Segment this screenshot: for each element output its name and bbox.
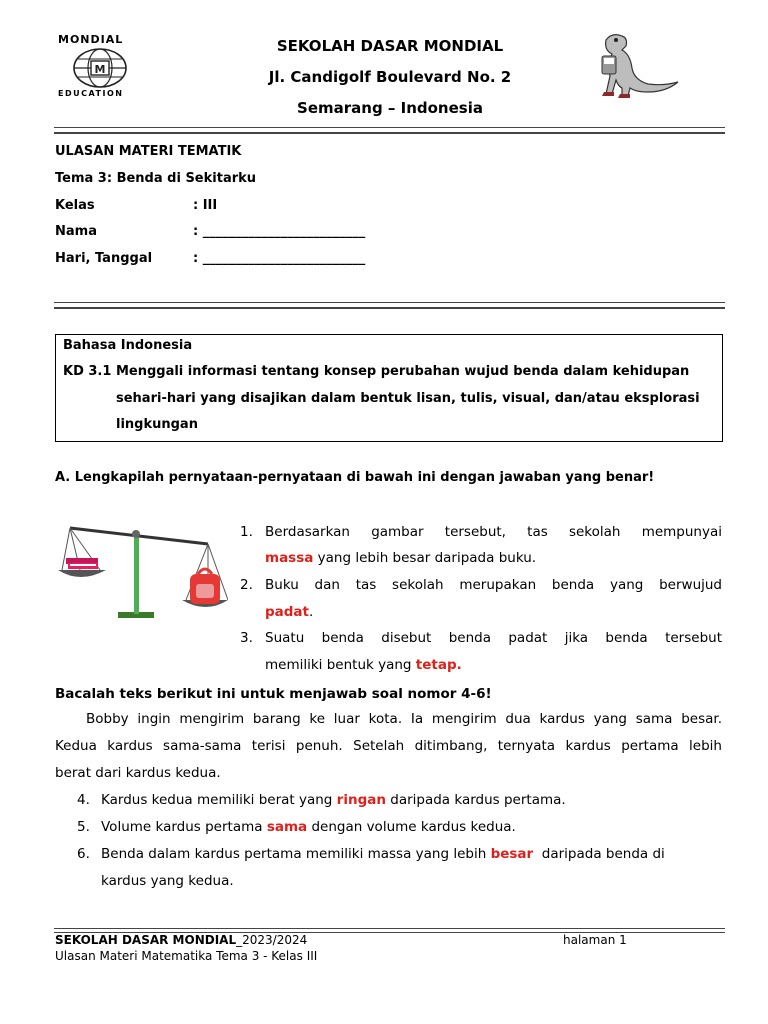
q2-line-1: Buku dan tas sekolah merupakan benda yang berwujud — [265, 577, 722, 593]
q1-line-1: Berdasarkan gambar tersebut, tas sekolah mempunyai — [265, 524, 722, 540]
q6-text: Benda dalam kardus pertama memiliki massa yang lebih besar daripada benda di — [101, 846, 665, 862]
q1-answer: massa — [265, 550, 314, 566]
q2-line-2: padat. — [265, 604, 314, 620]
field-nama[interactable]: : _________________________ — [193, 224, 366, 239]
logo-mark: M — [94, 63, 106, 76]
q3-line-1: Suatu benda disebut benda padat jika benda tersebut — [265, 630, 722, 646]
q5-number: 5. — [77, 819, 90, 835]
footer-subtitle: Ulasan Materi Matematika Tema 3 - Kelas III — [55, 949, 318, 963]
q4-answer: ringan — [336, 792, 386, 808]
worksheet-theme: Tema 3: Benda di Sekitarku — [55, 171, 257, 186]
label-nama: Nama — [55, 224, 97, 239]
kd-line-1: KD 3.1 Menggali informasi tentang konsep perubahan wujud benda dalam kehidupan — [63, 364, 690, 379]
q1-line-2: massa yang lebih besar daripada buku. — [265, 550, 537, 566]
reading-line-1: Bobby ingin mengirim barang ke luar kota. Ia mengirim dua kardus yang sama besar. — [86, 711, 722, 727]
label-kelas: Kelas — [55, 198, 95, 213]
label-hari-tanggal: Hari, Tanggal — [55, 251, 153, 266]
globe-logo-icon — [70, 47, 130, 89]
footer-page-number: halaman 1 — [563, 933, 627, 947]
q2-number: 2. — [240, 577, 253, 593]
kd-line-2: sehari-hari yang disajikan dalam bentuk lisan, tulis, visual, dan/atau eksplorasi — [116, 391, 700, 406]
reading-line-3: berat dari kardus kedua. — [55, 765, 221, 781]
section-a-heading: A. Lengkapilah pernyataan-pernyataan di bawah ini dengan jawaban yang benar! — [55, 470, 655, 485]
school-city: Semarang – Indonesia — [297, 99, 483, 117]
info-divider — [54, 302, 725, 309]
school-address: Jl. Candigolf Boulevard No. 2 — [268, 68, 512, 86]
q3-line-2: memiliki bentuk yang tetap. — [265, 657, 462, 673]
q2-answer: padat — [265, 604, 310, 620]
value-kelas: : III — [193, 198, 218, 213]
balance-scale-icon — [58, 518, 228, 620]
kd-box — [55, 334, 723, 442]
q5-text: Volume kardus pertama sama dengan volume kardus kedua. — [101, 819, 516, 835]
q3-answer: tetap. — [415, 657, 462, 673]
kd-line-3: lingkungan — [116, 417, 198, 432]
field-hari-tanggal[interactable]: : _________________________ — [193, 251, 366, 266]
q6-line-2: kardus yang kedua. — [101, 873, 234, 889]
kd-subject: Bahasa Indonesia — [63, 338, 193, 353]
worksheet-title: ULASAN MATERI TEMATIK — [55, 144, 242, 159]
q6-answer: besar — [490, 846, 534, 862]
reading-line-2: Kedua kardus sama-sama terisi penuh. Setelah ditimbang, ternyata kardus pertama lebih — [55, 738, 722, 754]
header-divider — [54, 127, 725, 134]
dinosaur-mascot-icon — [592, 28, 682, 100]
logo-wordmark-bottom: EDUCATION — [58, 89, 124, 98]
reading-instruction: Bacalah teks berikut ini untuk menjawab soal nomor 4-6! — [55, 686, 492, 702]
q4-number: 4. — [77, 792, 90, 808]
q3-number: 3. — [240, 630, 253, 646]
q6-number: 6. — [77, 846, 90, 862]
q1-number: 1. — [240, 524, 253, 540]
q4-text: Kardus kedua memiliki berat yang ringan daripada kardus pertama. — [101, 792, 566, 808]
logo-wordmark-top: MONDIAL — [58, 33, 124, 46]
school-name: SEKOLAH DASAR MONDIAL — [276, 37, 504, 55]
q5-answer: sama — [266, 819, 308, 835]
footer-school: SEKOLAH DASAR MONDIAL_2023/2024 — [55, 933, 308, 947]
